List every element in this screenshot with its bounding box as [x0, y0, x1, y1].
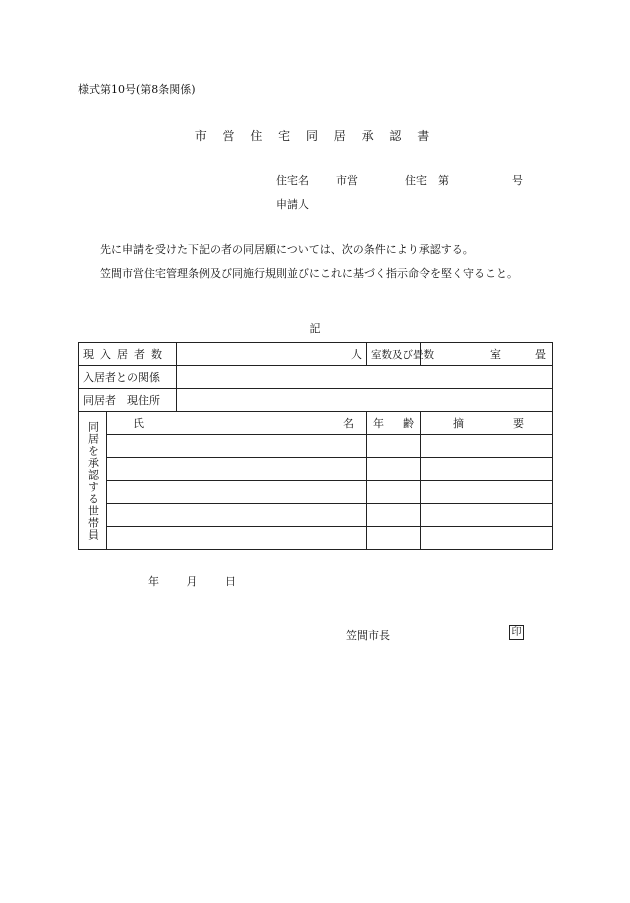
seal-mark: 印 — [509, 625, 524, 640]
household-header-row — [79, 412, 553, 435]
applicant-label: 申請人 — [276, 198, 309, 211]
household-name-cell — [107, 458, 367, 481]
residents-unit: 人 — [351, 348, 362, 361]
residents-row — [79, 343, 553, 366]
relation-row — [79, 366, 553, 389]
approval-table — [78, 342, 553, 550]
residents-label: 現入居者数 — [79, 343, 177, 366]
relation-label: 入居者との関係 — [79, 366, 177, 389]
address-row — [79, 389, 553, 412]
paragraph-conditions: 笠間市営住宅管理条例及び同施行規則並びにこれに基づく指示命令を堅く守ること。 — [100, 267, 518, 280]
housing-name-label: 住宅名 — [276, 174, 309, 187]
room-unit: 室 — [490, 348, 501, 361]
household-age-cell — [367, 435, 421, 458]
notes-header-2: 要 — [513, 417, 524, 430]
household-notes-cell — [421, 504, 553, 527]
document-title: 市 営 住 宅 同 居 承 認 書 — [194, 129, 436, 143]
household-age-cell — [367, 481, 421, 504]
household-age-cell — [367, 458, 421, 481]
housing-suffix-label: 住宅 第 — [405, 174, 449, 187]
name-header-1: 氏 — [133, 417, 144, 430]
household-notes-cell — [421, 458, 553, 481]
household-name-cell — [107, 527, 367, 550]
notes-header — [421, 412, 553, 435]
household-row — [79, 481, 553, 504]
name-header — [107, 412, 367, 435]
rooms-value — [421, 343, 553, 366]
date-day: 日 — [225, 575, 236, 588]
household-notes-cell — [421, 435, 553, 458]
household-age-cell — [367, 504, 421, 527]
age-header-2: 齢 — [403, 417, 414, 430]
residents-value — [177, 343, 367, 366]
household-name-cell — [107, 435, 367, 458]
mayor-title: 笠間市長 — [346, 629, 390, 642]
household-notes-cell — [421, 481, 553, 504]
age-header — [367, 412, 421, 435]
age-header-1: 年 — [373, 417, 384, 430]
cohabitant-address-label: 同居者 現住所 — [79, 389, 177, 412]
notes-header-1: 摘 — [453, 417, 464, 430]
date-line — [148, 573, 260, 589]
date-year: 年 — [148, 575, 159, 588]
tatami-unit: 畳 — [535, 348, 546, 361]
name-header-2: 名 — [343, 417, 354, 430]
household-row — [79, 504, 553, 527]
city-housing-label: 市営 — [336, 174, 358, 187]
household-row — [79, 527, 553, 550]
household-notes-cell — [421, 527, 553, 550]
ki-heading: 記 — [309, 322, 321, 335]
cohabitant-address-value — [177, 389, 553, 412]
household-name-cell — [107, 504, 367, 527]
relation-value — [177, 366, 553, 389]
household-row — [79, 435, 553, 458]
paragraph-approval: 先に申請を受けた下記の者の同居願については、次の条件により承認する。 — [100, 243, 474, 256]
rooms-label: 室数及び畳数 — [367, 343, 421, 366]
household-age-cell — [367, 527, 421, 550]
household-row — [79, 458, 553, 481]
number-suffix-label: 号 — [512, 174, 523, 187]
approved-household-label: 同居を承認する世帯員 — [79, 412, 107, 550]
form-number: 様式第10号(第8条関係) — [78, 83, 196, 96]
household-name-cell — [107, 481, 367, 504]
date-month: 月 — [186, 575, 198, 588]
